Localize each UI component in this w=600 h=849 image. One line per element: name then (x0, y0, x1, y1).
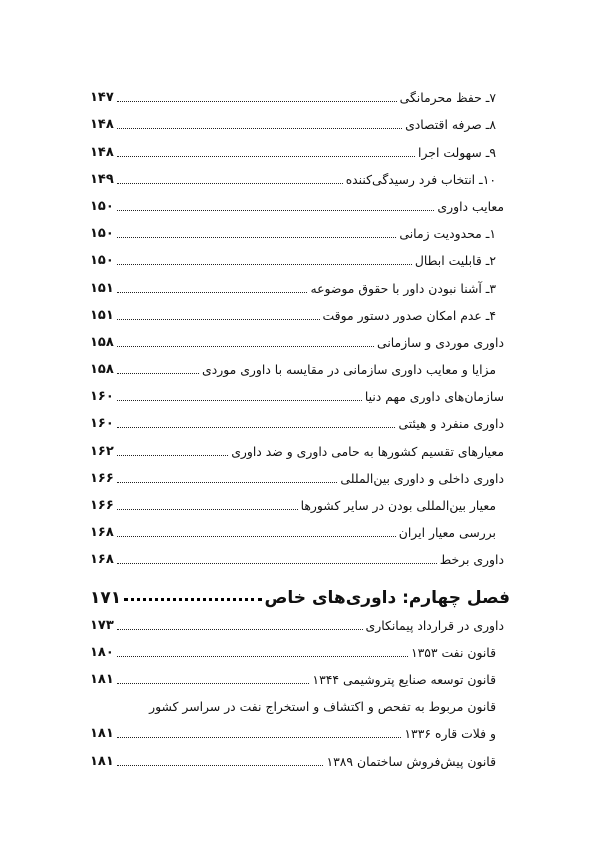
toc-entry-title: ۱۰ـ انتخاب فرد رسیدگی‌کننده (345, 171, 496, 187)
toc-entry-page: ۱۵۸ (90, 362, 114, 378)
toc-entry-title: داوری برخط (439, 552, 504, 568)
toc-entry-wrapped-title-2: و فلات قاره ۱۳۳۶ (404, 726, 496, 742)
toc-entry-wrapped-line2[interactable] (90, 716, 510, 743)
toc-dot-leader (117, 536, 396, 537)
toc-list-2 (90, 607, 510, 689)
toc-dot-leader (117, 237, 397, 238)
toc-entry-title: معیارهای تقسیم کشورها به حامی داوری و ضد داوری (231, 443, 504, 459)
toc-dot-leader (117, 128, 402, 129)
toc-entry-title: قانون نفت ۱۳۵۳ (410, 644, 496, 660)
toc-entry-wrapped-line1[interactable] (90, 689, 510, 716)
toc-entry-title: ۷ـ حفظ محرمانگی (399, 90, 496, 106)
toc-dot-leader (117, 427, 396, 428)
toc-entry-page: ۱۶۸ (90, 525, 114, 541)
toc-entry-title: معیار بین‌المللی بودن در سایر کشورها (300, 498, 496, 513)
toc-dot-leader (117, 156, 415, 157)
toc-entry-title: ۳ـ آشنا نبودن داور با حقوق موضوعه (310, 280, 496, 296)
toc-entry[interactable] (90, 352, 510, 379)
toc-entry-page: ۱۴۷ (90, 90, 114, 106)
toc-dot-leader (117, 629, 363, 630)
toc-entry-page: ۱۵۰ (90, 198, 114, 214)
toc-dot-leader (117, 210, 435, 211)
toc-dot-leader (117, 373, 199, 374)
toc-entry[interactable] (90, 107, 510, 134)
toc-entry[interactable] (90, 542, 510, 569)
toc-entry-title: داوری منفرد و هیئتی (398, 416, 504, 432)
toc-dot-leader (117, 765, 324, 766)
toc-entry-title: ۱ـ محدودیت زمانی (399, 226, 496, 242)
toc-entry-page: ۱۵۱ (90, 307, 114, 323)
toc-dot-leader (117, 737, 402, 738)
toc-entry-page: ۱۴۹ (90, 171, 114, 187)
toc-dot-leader (117, 292, 308, 293)
toc-entry-page: ۱۴۸ (90, 144, 114, 160)
toc-entry[interactable] (90, 298, 510, 325)
toc-entry-title: معایب داوری (437, 198, 504, 214)
toc-entry[interactable] (90, 461, 510, 488)
toc-dot-leader (117, 482, 338, 483)
toc-entry-page: ۱۶۶ (90, 498, 114, 513)
toc-entry[interactable] (90, 162, 510, 189)
toc-dot-leader (117, 346, 374, 347)
toc-entry-wrapped-title-1: قانون مربوط به تفحص و اکتشاف و استخراج نفت در سراسر کشور (149, 699, 496, 715)
toc-entry-title: مزایا و معایب داوری سازمانی در مقایسه با داوری موردی (202, 362, 496, 378)
toc-entry-title: قانون پیش‌فروش ساختمان ۱۳۸۹ (326, 753, 496, 769)
toc-entry[interactable] (90, 607, 510, 634)
toc-entry-title: داوری در قرارداد پیمانکاری (365, 617, 504, 633)
toc-entry-page: ۱۶۰ (90, 416, 114, 432)
toc-dot-leader (117, 183, 343, 184)
toc-dot-leader (117, 509, 298, 510)
toc-entry-page: ۱۵۱ (90, 280, 114, 296)
toc-entry-page: ۱۵۰ (90, 226, 114, 242)
toc-entry-title: داوری موردی و سازمانی (377, 334, 504, 350)
toc-dot-leader (117, 563, 437, 564)
toc-entry-page: ۱۶۲ (90, 443, 114, 459)
toc-dot-leader (117, 656, 408, 657)
toc-page (90, 80, 510, 771)
toc-chapter-heading[interactable] (90, 569, 510, 607)
toc-entry[interactable] (90, 325, 510, 352)
toc-entry-page: ۱۶۸ (90, 552, 114, 568)
toc-entry[interactable] (90, 662, 510, 689)
toc-dot-leader (124, 598, 261, 601)
toc-dot-leader (117, 319, 320, 320)
toc-entry-page: ۱۸۱ (90, 671, 114, 687)
toc-entry[interactable] (90, 189, 510, 216)
toc-entry-title: داوری داخلی و داوری بین‌المللی (340, 470, 504, 486)
toc-entry-page: ۱۵۰ (90, 253, 114, 269)
toc-entry-page: ۱۸۱ (90, 726, 114, 742)
toc-dot-leader (117, 400, 362, 401)
toc-entry[interactable] (90, 743, 510, 770)
toc-entry-title: ۸ـ صرفه اقتصادی (405, 117, 496, 133)
toc-chapter-title: فصل چهارم: داوری‌های خاص (264, 588, 510, 609)
toc-entry-page: ۱۷۳ (90, 617, 114, 633)
toc-entry-page: ۱۴۸ (90, 117, 114, 133)
toc-entry-title: ۹ـ سهولت اجرا (418, 144, 496, 160)
toc-entry[interactable] (90, 243, 510, 270)
toc-entry[interactable] (90, 406, 510, 433)
toc-entry-page: ۱۸۰ (90, 644, 114, 660)
toc-entry-title: ۲ـ قابلیت ابطال (414, 253, 496, 269)
toc-entry-title: سازمان‌های داوری مهم دنیا (364, 389, 504, 405)
toc-entry[interactable] (90, 134, 510, 161)
toc-dot-leader (117, 264, 412, 265)
toc-entry-page: ۱۶۰ (90, 389, 114, 405)
toc-chapter-page: ۱۷۱ (90, 588, 122, 609)
toc-entry[interactable] (90, 635, 510, 662)
toc-list-1 (90, 80, 510, 569)
toc-dot-leader (117, 101, 397, 102)
toc-entry[interactable] (90, 379, 510, 406)
toc-entry-title: بررسی معیار ایران (398, 525, 496, 541)
toc-entry[interactable] (90, 433, 510, 460)
toc-entry[interactable] (90, 488, 510, 515)
toc-dot-leader (117, 455, 228, 456)
toc-entry-page: ۱۵۸ (90, 334, 114, 350)
toc-entry[interactable] (90, 515, 510, 542)
toc-entry[interactable] (90, 80, 510, 107)
toc-entry-title: ۴ـ عدم امکان صدور دستور موقت (322, 307, 496, 323)
toc-entry-page: ۱۸۱ (90, 753, 114, 769)
toc-entry-title: قانون توسعه صنایع پتروشیمی ۱۳۴۴ (312, 671, 496, 687)
toc-entry-page: ۱۶۶ (90, 470, 114, 486)
toc-entry[interactable] (90, 270, 510, 297)
toc-dot-leader (117, 683, 310, 684)
toc-entry[interactable] (90, 216, 510, 243)
